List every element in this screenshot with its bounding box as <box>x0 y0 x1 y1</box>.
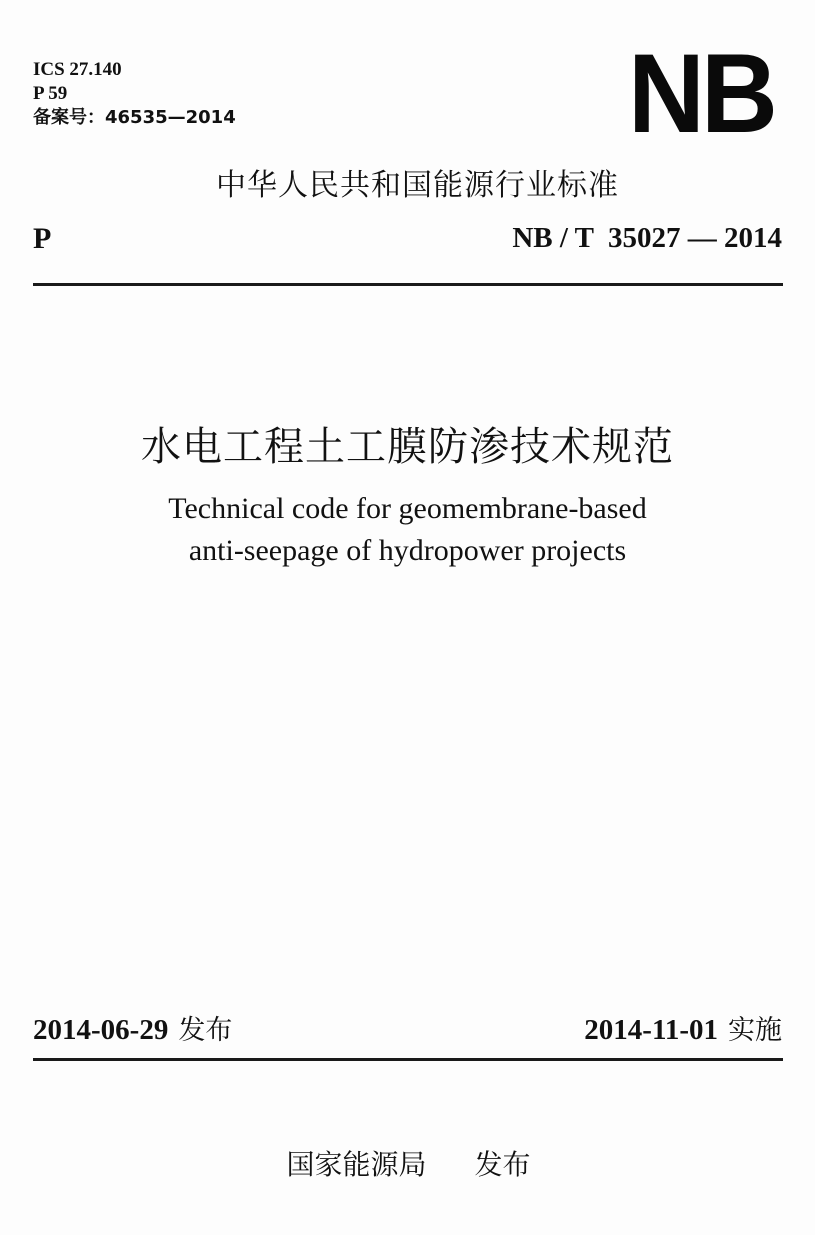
implementation-date: 2014-11-01 <box>584 1014 718 1046</box>
publisher-name: 国家能源局 <box>286 1148 427 1181</box>
title-en-line-2: anti-seepage of hydropower projects <box>188 534 627 567</box>
ccs-code: P 59 <box>33 83 68 104</box>
nb-logo: NB <box>628 31 775 156</box>
category-letter: P <box>33 222 52 255</box>
issue-date: 2014-06-29 <box>33 1014 169 1046</box>
publisher-line <box>0 1143 815 1183</box>
classification-block <box>33 58 236 130</box>
standard-number: NB / T 35027 — 2014 <box>512 222 782 254</box>
title-en-line-1: Technical code for geomembrane-based <box>168 492 647 525</box>
ics-code: ICS 27.140 <box>33 59 122 80</box>
implementation-label: 实施 <box>728 1015 782 1046</box>
filing-number: 备案号：46535—2014 <box>33 107 236 128</box>
document-title-cn: 水电工程土工膜防渗技术规范 <box>141 424 674 470</box>
bottom-divider <box>33 1058 783 1061</box>
industry-standard-title: 中华人民共和国能源行业标准 <box>216 168 619 203</box>
document-title-en <box>0 488 815 572</box>
issue-label: 发布 <box>178 1015 233 1046</box>
issue-date-block <box>33 1008 232 1047</box>
implementation-date-block <box>584 1008 782 1047</box>
publisher-action: 发布 <box>474 1148 531 1181</box>
top-divider <box>33 283 783 286</box>
